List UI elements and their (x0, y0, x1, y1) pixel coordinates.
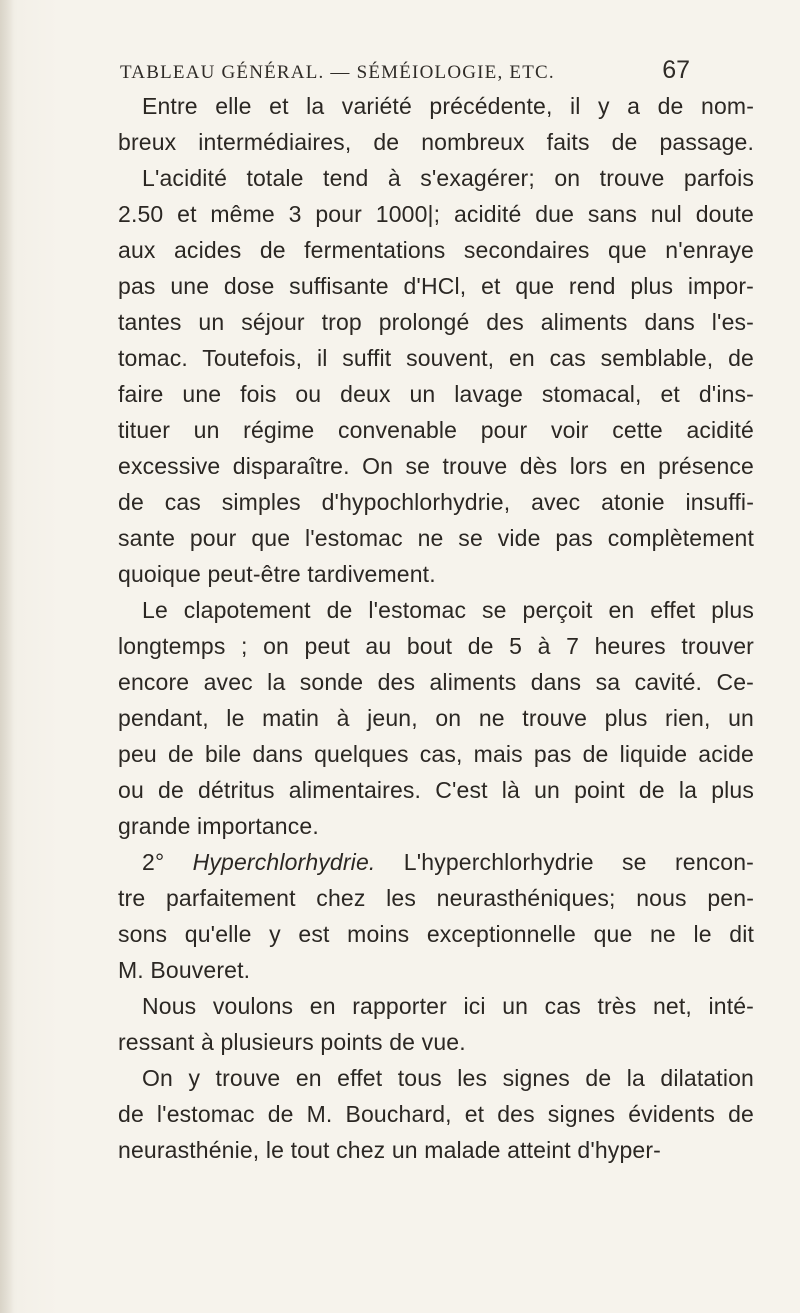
text-line: peu de bile dans quelques cas, mais pas de liquide acide (118, 741, 754, 767)
text-line: 2.50 et même 3 pour 1000|; acidité due sans nul doute (118, 201, 754, 227)
text-line: sons qu'elle y est moins exceptionnelle que ne le dit (118, 921, 754, 947)
text-line: ou de détritus alimentaires. C'est là un point de la plus (118, 777, 754, 803)
paragraph (118, 592, 754, 844)
section-heading: Hyperchlorhydrie. (192, 849, 376, 875)
text-line: breux intermédiaires, de nombreux faits de passage. (118, 129, 754, 155)
section-number: 2° (142, 849, 165, 875)
text-line: Entre elle et la variété précédente, il y a de nom- (142, 93, 754, 119)
text-line: de cas simples d'hypochlorhydrie, avec atonie insuffi- (118, 489, 754, 515)
text-line: encore avec la sonde des aliments dans sa cavité. Ce- (118, 669, 754, 695)
text-line: de l'estomac de M. Bouchard, et des signes évidents de (118, 1101, 754, 1127)
text-line: M. Bouveret. (118, 957, 251, 983)
page-number: 67 (662, 56, 690, 84)
body-text (118, 88, 754, 1168)
text-line: pendant, le matin à jeun, on ne trouve plus rien, un (118, 705, 754, 731)
text-line: neurasthénie, le tout chez un malade atteint d'hyper- (118, 1137, 661, 1163)
text-line: aux acides de fermentations secondaires que n'enraye (118, 237, 754, 263)
text-line: ressant à plusieurs points de vue. (118, 1029, 466, 1055)
text-line: quoique peut-être tardivement. (118, 561, 436, 587)
text-line: longtemps ; on peut au bout de 5 à 7 heures trouver (118, 633, 754, 659)
text-line: tantes un séjour trop prolongé des aliments dans l'es- (118, 309, 754, 335)
text-line: On y trouve en effet tous les signes de la dilatation (142, 1065, 754, 1091)
text-line: tomac. Toutefois, il suffit souvent, en cas semblable, de (118, 345, 754, 371)
section-heading-line (142, 844, 754, 880)
paragraph (118, 1060, 754, 1168)
text-line: grande importance. (118, 813, 319, 839)
paragraph (118, 844, 754, 988)
text-line: faire une fois ou deux un lavage stomacal, et d'ins- (118, 381, 754, 407)
text-line: L'acidité totale tend à s'exagérer; on trouve parfois (142, 165, 754, 191)
text-line: pas une dose suffisante d'HCl, et que rend plus impor- (118, 273, 754, 299)
text-fragment: L'hyperchlorhydrie se rencon- (403, 849, 754, 875)
page-gutter-shadow (0, 0, 14, 1313)
running-head-title: TABLEAU GÉNÉRAL. — SÉMÉIOLOGIE, ETC. (120, 62, 555, 83)
text-line: tituer un régime convenable pour voir cette acidité (118, 417, 754, 443)
text-line: sante pour que l'estomac ne se vide pas complètement (118, 525, 754, 551)
paragraph (118, 988, 754, 1060)
text-line: excessive disparaître. On se trouve dès lors en présence (118, 453, 754, 479)
paragraph (118, 88, 754, 592)
text-line: Nous voulons en rapporter ici un cas très net, inté- (142, 993, 754, 1019)
text-line: Le clapotement de l'estomac se perçoit en effet plus (142, 597, 754, 623)
text-line: tre parfaitement chez les neurasthéniques; nous pen- (118, 885, 754, 911)
